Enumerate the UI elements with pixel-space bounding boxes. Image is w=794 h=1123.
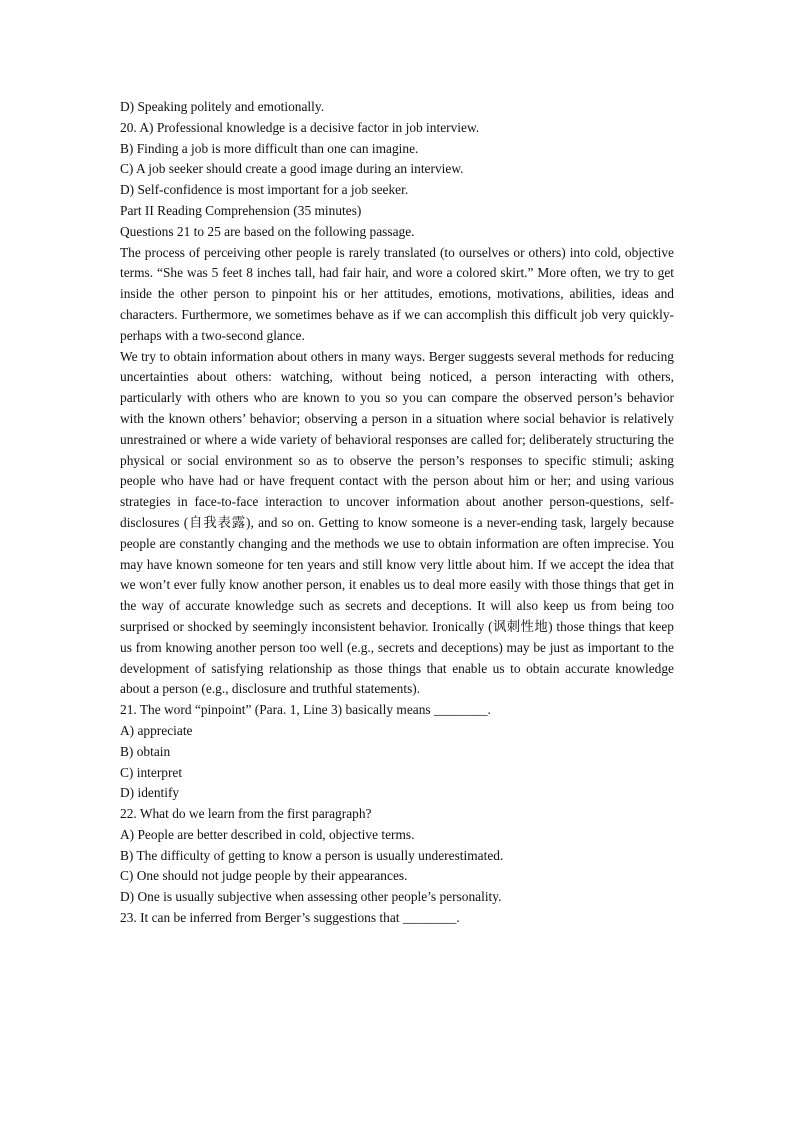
q23-stem: 23. It can be inferred from Berger’s suggestions that ________. xyxy=(120,910,460,926)
section-title: Part II Reading Comprehension (35 minutes) xyxy=(120,202,362,218)
q21-stem: 21. The word “pinpoint” (Para. 1, Line 3) basically means ________. xyxy=(120,702,491,718)
q22-option-b: B) The difficulty of getting to know a person is usually underestimated. xyxy=(120,847,504,863)
q20-option-d: D) Self-confidence is most important for a job seeker. xyxy=(120,182,409,198)
document-page xyxy=(120,97,674,929)
q21-option-b: B) obtain xyxy=(120,743,171,759)
q22-option-c: C) One should not judge people by their appearances. xyxy=(120,868,408,884)
q22-option-d: D) One is usually subjective when assessing other people’s personality. xyxy=(120,889,502,905)
q19-option-d: D) Speaking politely and emotionally. xyxy=(120,99,325,114)
q20-option-c: C) A job seeker should create a good image during an interview. xyxy=(120,161,464,177)
passage-paragraph-2: We try to obtain information about others in many ways. Berger suggests several methods for reducing uncertainties about others: watching, without being noticed, a person interacting with others, particularly with others who are known to you so you can compare the observed person’s behavior with the known others’ behavior; observing a person in a situation where social behavior is relatively unrestrained or where a wide variety of behavioral responses are called for; deliberately structuring the physical or social environment so as to observe the person’s responses to specific stimuli; asking people who have had or have frequent contact with the person about him or her; and using various strategies in face-to-face interaction to uncover information about another person-questions, self-disclosures (自我表露), and so on. Getting to know someone is a never-ending task, largely because people are constantly changing and the methods we use to obtain information are often imprecise. You may have known someone for ten years and still know very little about him. If we accept the idea that we won’t ever fully know another person, it enables us to deal more easily with those things that get in the way of accurate knowledge such as secrets and deceptions. It will also keep us from being too surprised or shocked by seemingly inconsistent behavior. Ironically (讽刺性地) those things that keep us from knowing another person too well (e.g., secrets and deceptions) may be just as important to the development of satisfying relationship as those things that enable us to obtain accurate knowledge about a person (e.g., disclosure and truthful statements). xyxy=(120,348,674,697)
q20-stem: 20. A) Professional knowledge is a decisive factor in job interview. xyxy=(120,119,480,135)
q22-stem: 22. What do we learn from the first paragraph? xyxy=(120,806,372,822)
q20-option-b: B) Finding a job is more difficult than one can imagine. xyxy=(120,140,419,156)
passage-instructions: Questions 21 to 25 are based on the following passage. xyxy=(120,223,415,239)
passage-paragraph-1: The process of perceiving other people is rarely translated (to ourselves or others) into cold, objective terms. “She was 5 feet 8 inches tall, had fair hair, and wore a colored skirt.” More often, we try to get inside the other person to pinpoint his or her attitudes, emotions, motivations, abilities, ideas and characters. Furthermore, we sometimes behave as if we can accomplish this difficult job very quickly-perhaps with a two-second glance. xyxy=(120,244,674,343)
q21-option-c: C) interpret xyxy=(120,764,183,780)
q21-option-a: A) appreciate xyxy=(120,722,193,738)
q22-option-a: A) People are better described in cold, objective terms. xyxy=(120,826,415,842)
q21-option-d: D) identify xyxy=(120,785,180,801)
